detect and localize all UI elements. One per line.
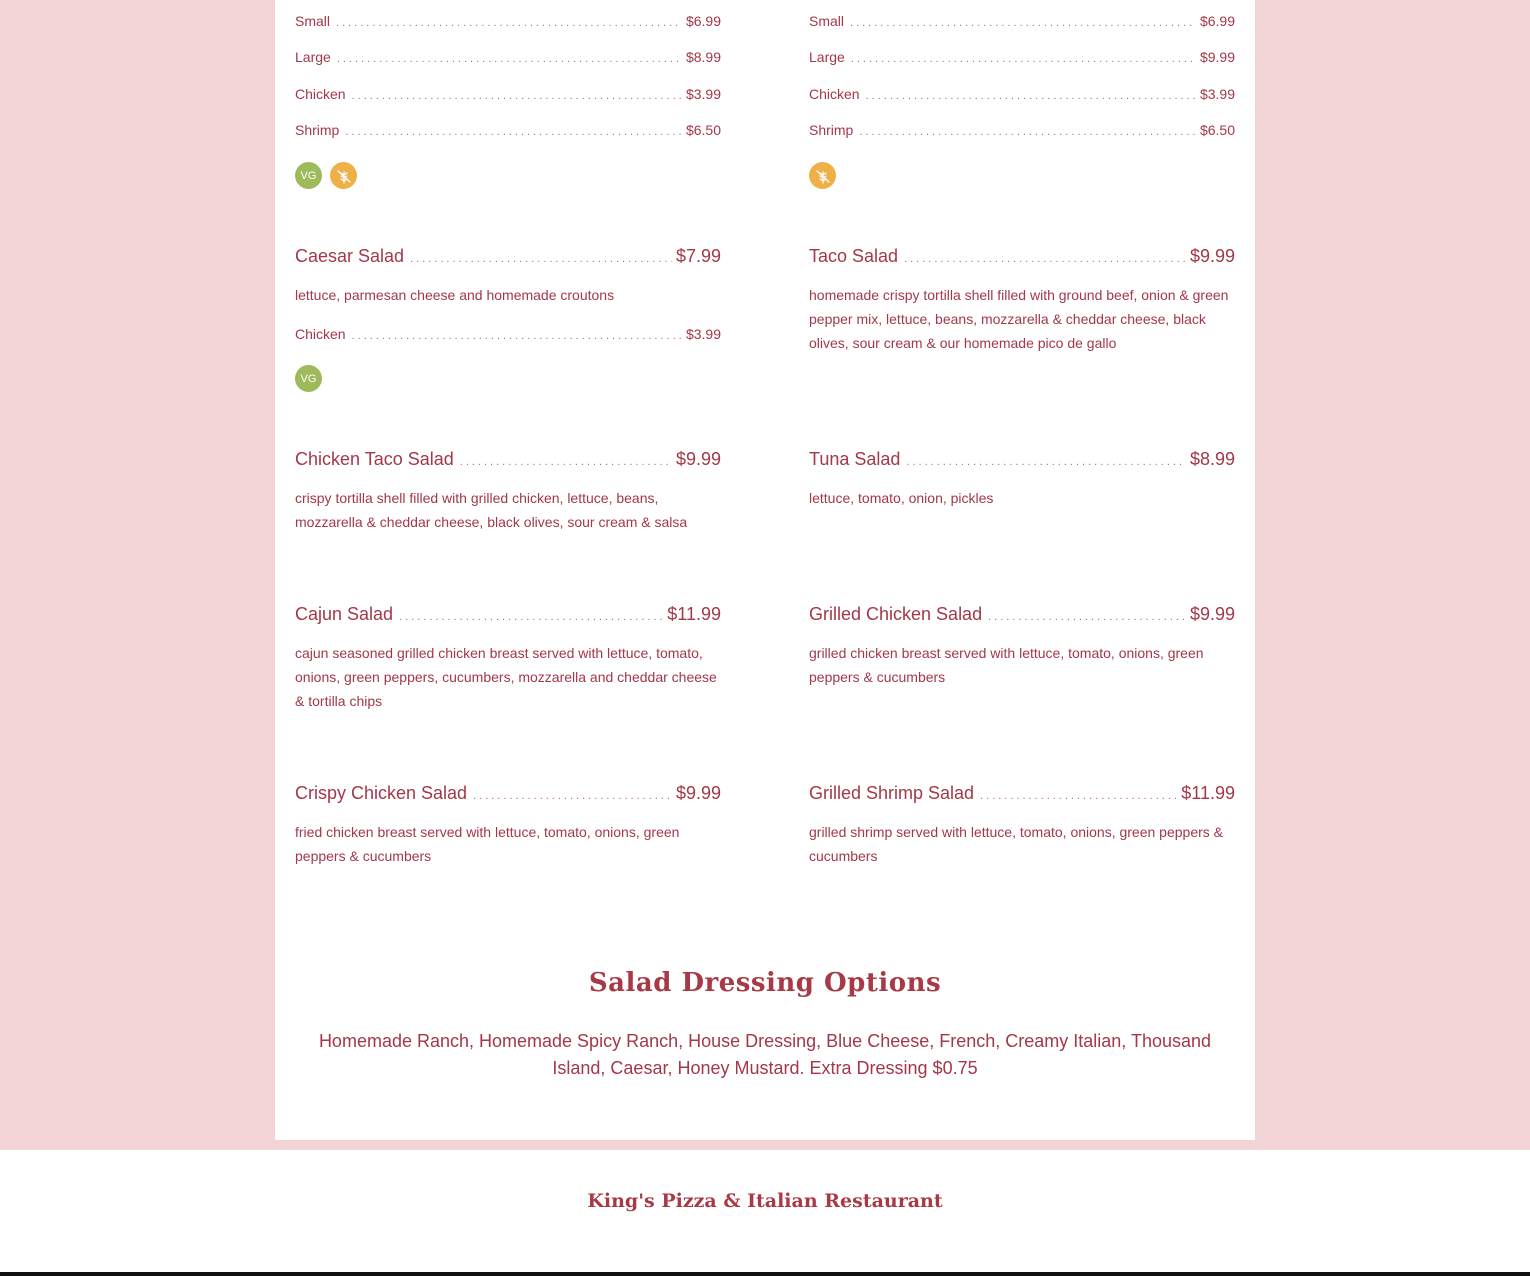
- item-description: grilled chicken breast served with lettuce, tomato, onions, green peppers & cucumbers: [809, 645, 1204, 685]
- option-price: $6.99: [685, 13, 721, 29]
- dot-leader: [460, 456, 672, 468]
- option-label: Small: [809, 13, 845, 29]
- wheat-icon: [809, 162, 836, 189]
- site-footer: [0, 1150, 1530, 1272]
- item-name: Caesar Salad: [295, 246, 405, 266]
- item-name: Grilled Shrimp Salad: [809, 783, 975, 803]
- option-label: Shrimp: [295, 122, 340, 138]
- item-name: Crispy Chicken Salad: [295, 783, 468, 803]
- option-label: Small: [295, 13, 331, 29]
- option-price: $3.99: [685, 326, 721, 342]
- item-description: lettuce, tomato, onion, pickles: [809, 490, 994, 506]
- menu-column-right: [809, 0, 1235, 940]
- item-name: Chicken Taco Salad: [295, 449, 454, 469]
- option-row: [295, 86, 721, 102]
- item-name: Grilled Chicken Salad: [809, 604, 983, 624]
- option-price: $6.99: [1199, 13, 1235, 29]
- menu-column-left: [295, 0, 721, 940]
- dot-leader: [410, 253, 672, 265]
- item-price: $9.99: [1189, 604, 1235, 624]
- dot-leader: [345, 126, 682, 138]
- option-row: [295, 326, 721, 342]
- dot-leader: [859, 126, 1196, 138]
- menu-item-header: [809, 604, 1235, 625]
- dot-leader: [980, 790, 1177, 802]
- option-row: [295, 13, 721, 29]
- option-label: Large: [809, 49, 845, 65]
- item-description: lettuce, parmesan cheese and homemade croutons: [295, 287, 615, 303]
- item-description: crispy tortilla shell filled with grilled chicken, lettuce, beans, mozzarella & cheddar cheese, black olives, sour cream & salsa: [295, 490, 688, 530]
- option-price: $3.99: [1199, 86, 1235, 102]
- item-price: $7.99: [675, 246, 721, 266]
- diet-badges: [809, 162, 1235, 189]
- dot-leader: [336, 17, 682, 29]
- item-price: $9.99: [1189, 246, 1235, 266]
- option-price: $3.99: [685, 86, 721, 102]
- dot-leader: [337, 53, 682, 65]
- option-row: [809, 122, 1235, 138]
- footer-divider: [0, 1272, 1530, 1276]
- dressing-section-title: Salad Dressing Options: [588, 968, 942, 998]
- dressing-options-text: Homemade Ranch, Homemade Spicy Ranch, House Dressing, Blue Cheese, French, Creamy Italian, Thousand Island, Caesar, Honey Mustard. Extra Dressing $0.75: [318, 1031, 1212, 1078]
- option-row: [809, 86, 1235, 102]
- wheat-icon: [330, 162, 357, 189]
- diet-badges: [295, 162, 721, 189]
- option-row: [295, 122, 721, 138]
- item-price: $11.99: [1181, 783, 1235, 803]
- restaurant-name: King's Pizza & Italian Restaurant: [587, 1190, 943, 1212]
- option-row: [809, 13, 1235, 29]
- item-price: $11.99: [667, 604, 721, 624]
- option-label: Chicken: [809, 86, 860, 102]
- dot-leader: [399, 611, 663, 623]
- item-description: homemade crispy tortilla shell filled with ground beef, onion & green pepper mix, lettuce, beans, mozzarella & cheddar cheese, black olives, sour cream & our homemade pico de gallo: [809, 287, 1229, 351]
- menu-item-header: [809, 246, 1235, 267]
- option-label: Shrimp: [809, 122, 854, 138]
- item-description: grilled shrimp served with lettuce, tomato, onions, green peppers & cucumbers: [809, 824, 1223, 864]
- option-price: $9.99: [1199, 49, 1235, 65]
- dot-leader: [352, 90, 682, 102]
- item-price: $8.99: [1189, 449, 1235, 469]
- dot-leader: [904, 253, 1186, 265]
- option-price: $8.99: [685, 49, 721, 65]
- item-price: $9.99: [675, 783, 721, 803]
- dot-leader: [988, 611, 1186, 623]
- option-price: $6.50: [685, 122, 721, 138]
- option-row: [295, 49, 721, 65]
- menu-item-header: [809, 449, 1235, 470]
- dot-leader: [850, 17, 1196, 29]
- dot-leader: [906, 456, 1186, 468]
- menu-card: [275, 0, 1255, 1140]
- item-name: Taco Salad: [809, 246, 899, 266]
- option-label: Chicken: [295, 326, 346, 342]
- menu-item-header: [295, 449, 721, 470]
- option-label: Large: [295, 49, 331, 65]
- dot-leader: [866, 90, 1196, 102]
- menu-item-header: [295, 783, 721, 804]
- vegetarian-icon: VG: [295, 365, 322, 392]
- menu-item-header: [809, 783, 1235, 804]
- diet-badges: [295, 365, 721, 392]
- option-price: $6.50: [1199, 122, 1235, 138]
- item-name: Cajun Salad: [295, 604, 394, 624]
- item-price: $9.99: [675, 449, 721, 469]
- item-description: cajun seasoned grilled chicken breast served with lettuce, tomato, onions, green peppers, cucumbers, mozzarella and cheddar cheese & tortilla chips: [295, 645, 717, 709]
- item-name: Tuna Salad: [809, 449, 901, 469]
- vegetarian-icon: VG: [295, 162, 322, 189]
- item-description: fried chicken breast served with lettuce, tomato, onions, green peppers & cucumbers: [295, 824, 680, 864]
- menu-item-header: [295, 604, 721, 625]
- option-row: [809, 49, 1235, 65]
- dot-leader: [473, 790, 672, 802]
- dot-leader: [352, 330, 682, 342]
- dot-leader: [851, 53, 1196, 65]
- option-label: Chicken: [295, 86, 346, 102]
- menu-item-header: [295, 246, 721, 267]
